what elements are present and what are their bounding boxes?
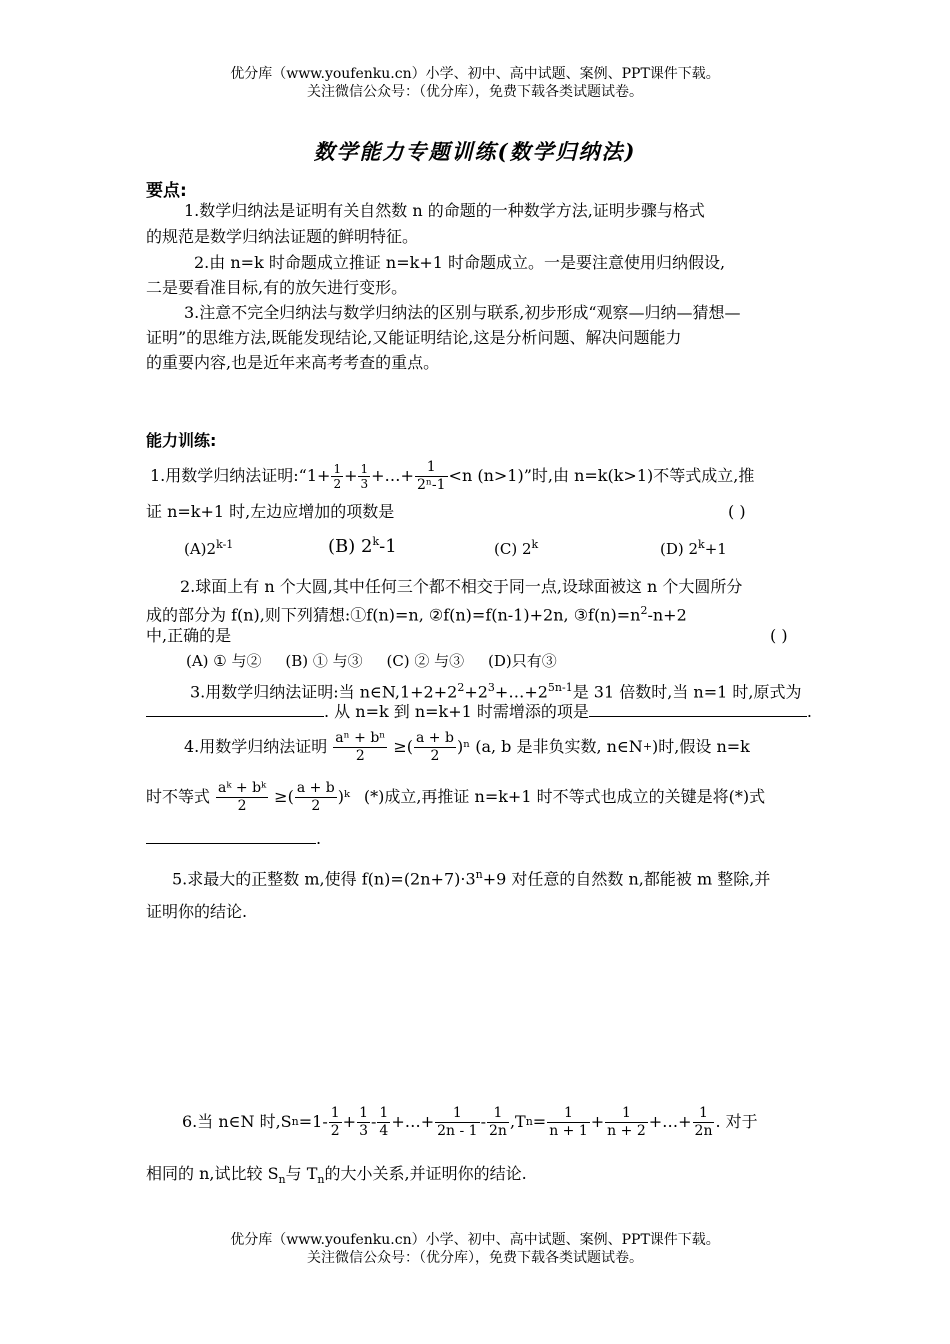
key-point-3a: 3.注意不完全归纳法与数学归纳法的区别与联系,初步形成“观察—归纳—猜想— (184, 303, 741, 322)
q2-answer-paren: ( ) (770, 626, 788, 645)
question-2-line-3: 中,正确的是 (146, 626, 232, 645)
q4-frac-k-mean: $\frac{a + b}{2}$ (296, 779, 335, 814)
q6-frac-2: $\frac{1}{3}$ (359, 1104, 368, 1139)
q6-frac-1: $\frac{1}{2}$ (330, 1104, 340, 1139)
q1-option-d: (D) $2^k+1$ (660, 538, 727, 558)
footer-line-1: 优分库（www.youfenku.cn）小学、初中、高中试题、案例、PPT课件下载。 (230, 1232, 720, 1248)
q6-frac-3: $\frac{1}{4}$ (379, 1104, 389, 1139)
q6-frac-6: $\frac{1}{n + 1}$ (549, 1104, 588, 1139)
q3-blank-1[interactable] (146, 702, 324, 717)
key-points-heading: 要点: (146, 181, 187, 201)
question-6-line-2: 相同的 n,试比较 $S_n$与 $T_n$的大小关系,并证明你的结论. (146, 1164, 527, 1187)
q1-option-c: (C) 2$^k$ (494, 538, 539, 558)
q1-pre: 1.用数学归纳法证明:“1+ (150, 466, 331, 485)
key-point-2b: 二是要看准目标,有的放矢进行变形。 (146, 278, 408, 297)
q4-blank[interactable] (146, 829, 316, 844)
q1-answer-paren: ( ) (728, 502, 746, 521)
q6-frac-8: $\frac{1}{2n}$ (694, 1104, 713, 1139)
q1-post: <n (n>1)”时,由 n=k(k>1)不等式成立,推 (448, 466, 755, 485)
q4-frac-k: $\frac{\text{aᵏ + bᵏ}}{2}$ (218, 779, 267, 814)
q6-frac-5: $\frac{1}{2n}$ (489, 1104, 507, 1139)
q1-option-b: (B) 2$^k$-1 (328, 535, 397, 557)
key-point-2a: 2.由 n=k 时命题成立推证 n=k+1 时命题成立。一是要注意使用归纳假设, (194, 253, 726, 272)
question-4-line-3: . (146, 828, 321, 850)
footer-line-2: 关注微信公众号：（优分库），免费下载各类试题试卷。 (307, 1250, 643, 1266)
key-point-1a: 1.数学归纳法是证明有关自然数 n 的命题的一种数学方法,证明步骤与格式 (184, 201, 705, 220)
header-line-2: 关注微信公众号：（优分库），免费下载各类试题试卷。 (307, 84, 643, 100)
question-1-line-1: 1.用数学归纳法证明:“1+ $\frac{1}{2}$ + $\frac{1}{3}$ +…+ $\frac{1}{\text{2ⁿ-1}}$ <n (n>1)”时,由 n=k(k>1)不等式成立,推 (150, 458, 755, 493)
question-5-line-2: 证明你的结论. (146, 902, 248, 921)
q6-frac-4: $\frac{1}{2n - 1}$ (437, 1104, 478, 1139)
key-point-1b: 的规范是数学归纳法证题的鲜明特征。 (146, 227, 419, 246)
question-2-line-1: 2.球面上有 n 个大圆,其中任何三个都不相交于同一点,设球面被这 n 个大圆所分 (180, 577, 743, 596)
q3-blank-2[interactable] (589, 702, 807, 717)
question-3-line-1: 3.用数学归纳法证明:当 $n\in N,1+2+2^2+2^3+\dots+2^{5n-1}$是 31 倍数时,当 n=1 时,原式为 (190, 681, 802, 702)
question-4-line-2: 时不等式 $\frac{\text{aᵏ + bᵏ}}{2}$ ≥( $\frac{a + b}{2}$ )ᵏ (*)成立,再推证 n=k+1 时不等式也成立的关键是将(*)式 (146, 779, 766, 814)
question-4-line-1: 4.用数学归纳法证明 $\frac{\text{aⁿ + bⁿ}}{2}$ ≥( $\frac{a + b}{2}$ )ⁿ (a, b 是非负实数, n∈N + )时,假设 n=k (184, 729, 750, 764)
training-heading: 能力训练: (146, 431, 217, 450)
q1-option-a: (A)2$^{k-1}$ (184, 538, 234, 558)
question-2-line-2: 成的部分为 f(n),则下列猜想:①f(n)=n, ②f(n)=f(n-1)+2n, $③f(n)=n^2-n+2$ (146, 604, 687, 625)
key-point-3b: 证明”的思维方法,既能发现结论,又能证明结论,这是分析问题、解决问题能力 (146, 328, 682, 347)
key-point-3c: 的重要内容,也是近年来高考考查的重点。 (146, 353, 440, 372)
q1-frac-third: $\frac{1}{3}$ (360, 461, 369, 491)
question-6-line-1: 6.当 n∈N 时,S n =1- $\frac{1}{2}$ + $\frac{1}{3}$ - $\frac{1}{4}$ +…+ $\frac{1}{2n - 1}$ - $\frac{1}{2n}$ ,T n = $\frac{1}{n + 1}$ + $\frac{1}{n + 2}$ +…+ $\frac{1}{2n}$ . 对于 (182, 1104, 758, 1139)
question-1-line-2: 证 n=k+1 时,左边应增加的项数是 (146, 502, 395, 521)
page-title: 数学能力专题训练(数学归纳法) (313, 139, 637, 164)
question-3-line-2: . 从 n=k 到 n=k+1 时需增添的项是 . (146, 701, 812, 723)
q4-frac-main: $\frac{\text{aⁿ + bⁿ}}{2}$ (335, 729, 386, 764)
q1-frac-half: $\frac{1}{2}$ (333, 461, 342, 491)
header-line-1: 优分库（www.youfenku.cn）小学、初中、高中试题、案例、PPT课件下载。 (230, 66, 720, 82)
q2-options: (A) ① 与② (B) ① 与③ (C) ② 与③ (D)只有③ (186, 652, 557, 670)
question-5-line-1: 5.求最大的正整数 m,使得 $f(n)=(2n+7)\cdot 3^n+9$ 对任意的自然数 n,都能被 m 整除,并 (172, 868, 771, 889)
q6-frac-7: $\frac{1}{n + 2}$ (607, 1104, 646, 1139)
q4-frac-mean: $\frac{a + b}{2}$ (416, 729, 454, 764)
q1-frac-last: $\frac{1}{\text{2ⁿ-1}}$ (416, 458, 446, 493)
